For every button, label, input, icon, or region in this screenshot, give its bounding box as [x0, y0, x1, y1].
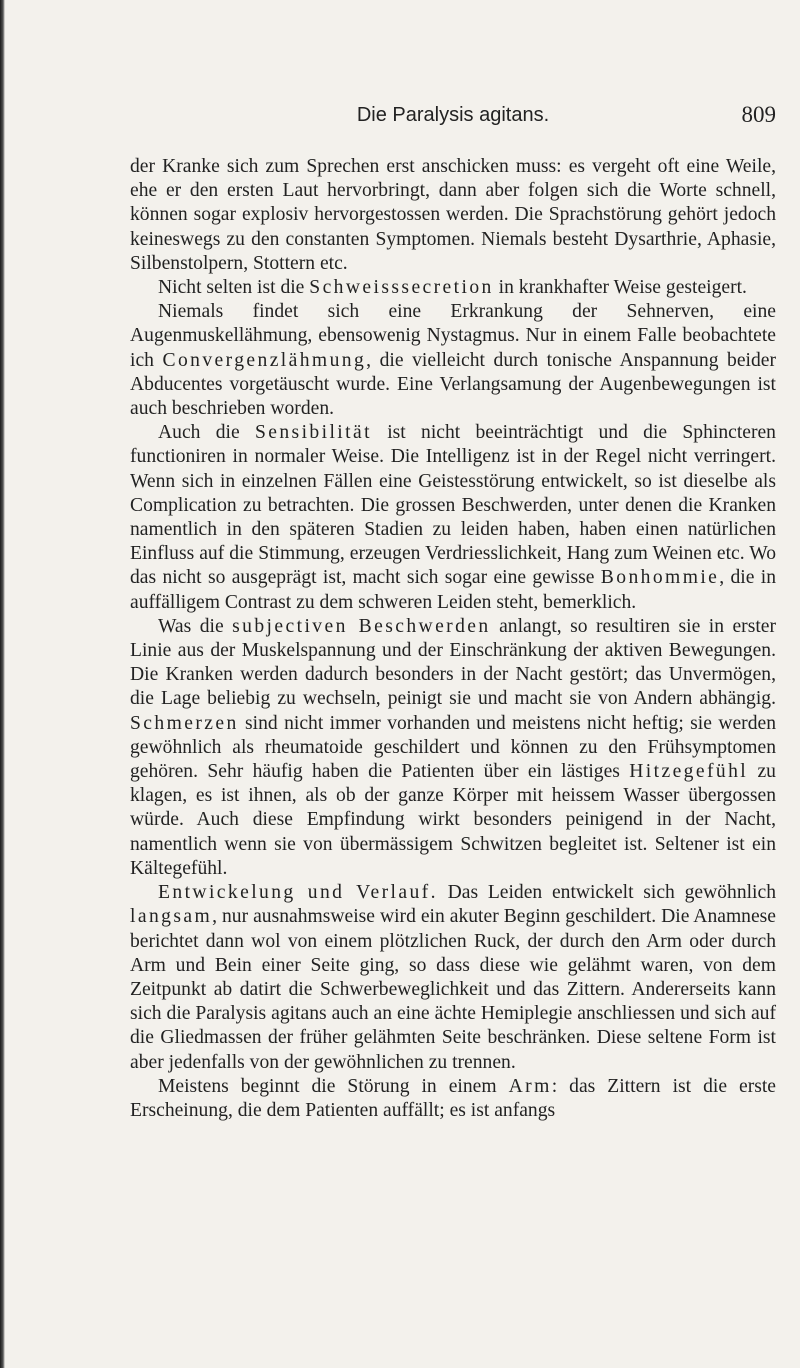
paragraph-onset: Meistens beginnt die Störung in einem Arm: das Zittern ist die erste Erscheinung, die dem Patienten auffällt; es ist anfangs [130, 1075, 776, 1121]
page-number: 809 [741, 102, 776, 127]
running-title: Die Paralysis agitans. [356, 104, 550, 126]
paragraph-eyes: Niemals findet sich eine Erkrankung der Sehnerven, eine Augenmuskellähmung, ebensowenig Nystagmus. Nur in einem Falle beobachtete ich Convergenzlähmung, die vielleicht durch tonische Anspannung beider Abducentes vorgetäuscht wurde. Eine Verlangsamung der Augenbewegungen ist auch beschrieben worden. [130, 301, 776, 420]
page-header [130, 100, 776, 140]
paragraph-subjective: Was die subjectiven Beschwerden anlangt, so resultiren sie in erster Linie aus der Muskelspannung und der Einschränkung der aktiven Bewegungen. Die Kranken werden dadurch besonders in der Nacht gestört; das Unvermögen, die Lage beliebig zu wechseln, peinigt sie und macht sie von Andern abhängig. Schmerzen sind nicht immer vorhanden und meistens nicht heftig; sie werden gewöhnlich als rheumatoide geschildert und können zu den Frühsymptomen gehören. Sehr häufig haben die Patienten über ein lästiges Hitzegefühl zu klagen, es ist ihnen, als ob der ganze Körper mit heissem Wasser übergossen würde. Auch diese Empfindung wirkt besonders peinigend in der Nacht, namentlich wenn sie von übermässigem Schwitzen begleitet ist. Seltener ist ein Kältegefühl. [130, 615, 776, 879]
body-text [130, 155, 776, 1123]
paragraph-sensibility: Auch die Sensibilität ist nicht beeinträchtigt und die Sphincteren functioniren in normaler Weise. Die Intelligenz ist in der Regel nicht verringert. Wenn sich in einzelnen Fällen eine Geistesstörung entwickelt, so ist dieselbe als Complication zu betrachten. Die grossen Beschwerden, unter denen die Kranken namentlich in den späteren Stadien zu leiden haben, haben einen natürlichen Einfluss auf die Stimmung, erzeugen Verdriesslichkeit, Hang zum Weinen etc. Wo das nicht so ausgeprägt ist, macht sich sogar eine gewisse Bonhommie, die in auffälligem Contrast zu dem schweren Leiden steht, bemerklich. [130, 422, 777, 613]
paragraph-sweat: Nicht selten ist die Schweisssecretion in krankhafter Weise gesteigert. [158, 277, 747, 299]
paragraph-course: Entwickelung und Verlauf. Das Leiden entwickelt sich gewöhnlich langsam, nur ausnahmsweise wird ein akuter Beginn geschildert. Die Anamnese berichtet dann wol von einem plötzlichen Ruck, der durch den Arm oder durch Arm und Bein einer Seite ging, so dass diese wie gelähmt waren, von dem Zeitpunkt ab datirt die Schwerbeweglichkeit und das Zittern. Andererseits kann sich die Paralysis agitans auch an eine ächte Hemiplegie anschliessen und sich auf die Gliedmassen der früher gelähmten Seite beschränken. Diese seltene Form ist aber jedenfalls von der gewöhnlichen zu trennen. [130, 882, 776, 1073]
paragraph-speech: der Kranke sich zum Sprechen erst anschicken muss: es vergeht oft eine Weile, ehe er den ersten Laut hervorbringt, dann aber folgen sich die Worte schnell, können sogar explosiv hervorgestossen werden. Die Sprachstörung gehört jedoch keineswegs zu den constanten Symptomen. Niemals besteht Dysarthrie, Aphasie, Silbenstolpern, Stottern etc. [130, 156, 776, 274]
page-binding-edge [0, 0, 5, 1368]
